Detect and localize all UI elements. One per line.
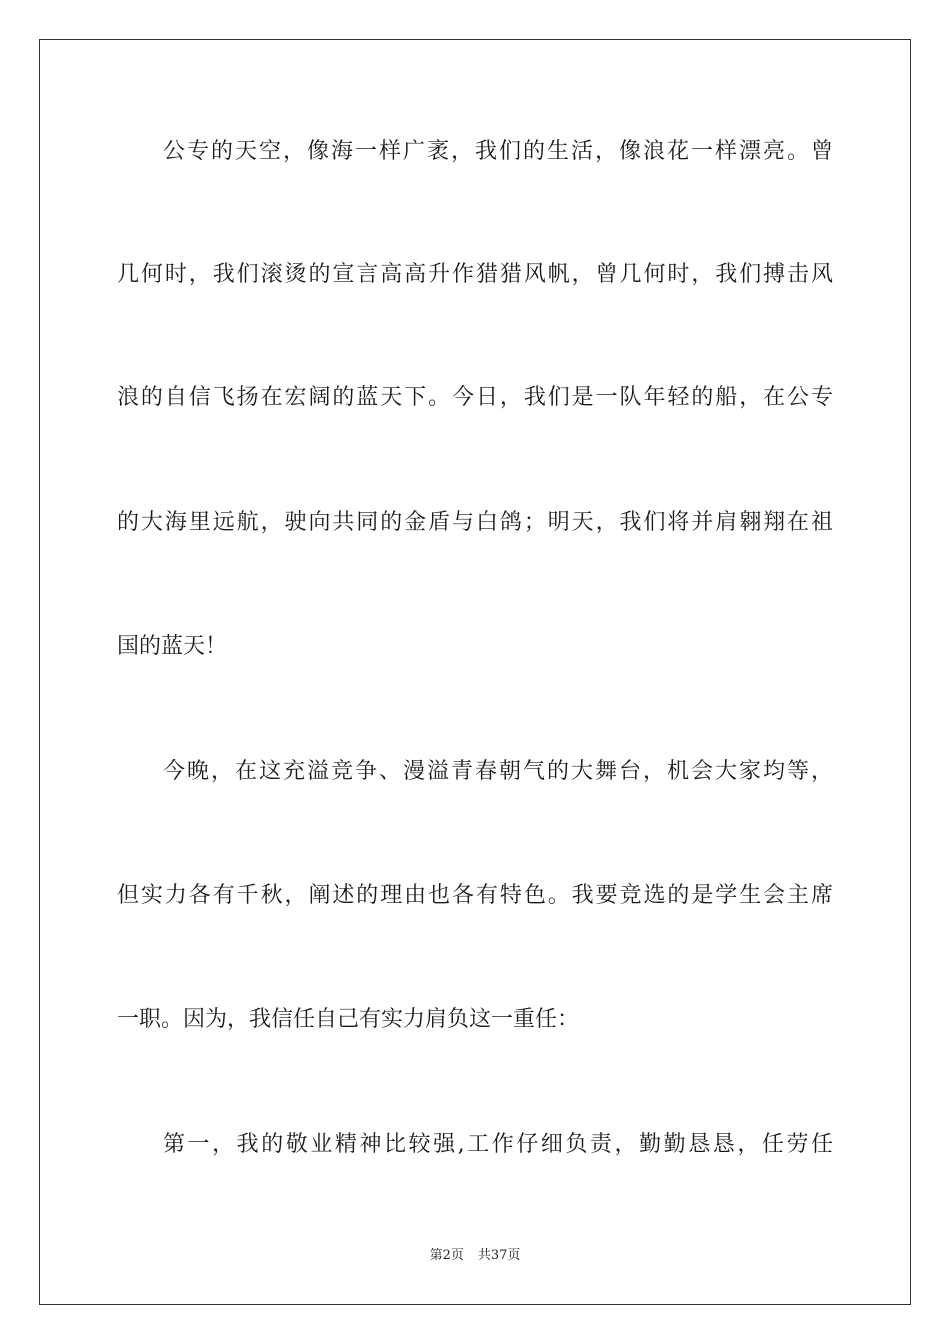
paragraph-2-line-2: 但实力各有千秋，阐述的理由也各有特色。我要竞选的是学生会主席: [117, 883, 833, 908]
page-border: [39, 39, 911, 1305]
page-number: 第2页: [429, 1248, 464, 1263]
paragraph-1-line-3: 浪的自信飞扬在宏阔的蓝天下。今日，我们是一队年轻的船，在公专: [117, 385, 833, 410]
paragraph-1-line-1: 公专的天空，像海一样广袤，我们的生活，像浪花一样漂亮。曾: [163, 139, 833, 164]
paragraph-1-line-5: 国的蓝天！: [117, 634, 228, 659]
paragraph-3-line-1: 第一，我的敬业精神比较强,工作仔细负责，勤勤恳恳，任劳任: [163, 1132, 833, 1157]
page-total: 共37页: [477, 1248, 521, 1263]
paragraph-2-line-3: 一职。因为，我信任自己有实力肩负这一重任：: [117, 1007, 580, 1032]
paragraph-1-line-2: 几何时，我们滚烫的宣言高高升作猎猎风帆，曾几何时，我们搏击风: [117, 262, 833, 287]
paragraph-2-line-1: 今晚，在这充溢竞争、漫溢青春朝气的大舞台，机会大家均等，: [163, 759, 833, 784]
page-footer: [0, 1246, 950, 1266]
paragraph-1-line-4: 的大海里远航，驶向共同的金盾与白鸽；明天，我们将并肩翱翔在祖: [117, 510, 833, 535]
